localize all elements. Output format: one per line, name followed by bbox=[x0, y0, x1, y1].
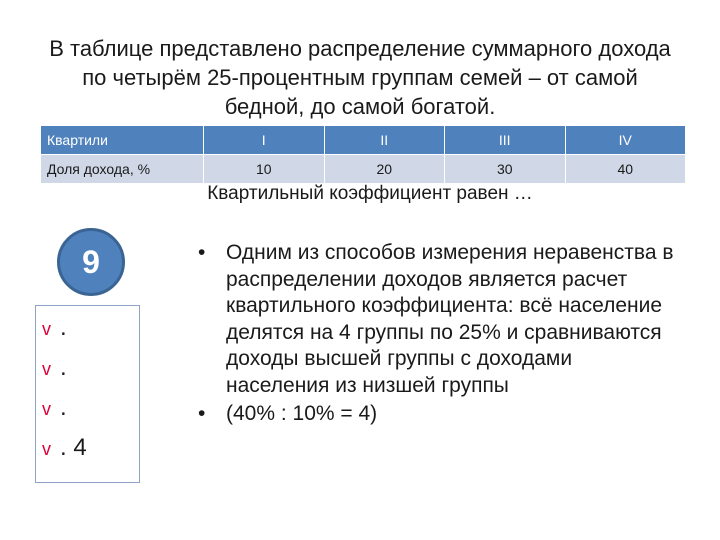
table-cell: Доля дохода, % bbox=[41, 155, 204, 184]
slide-title: В таблице представлено распределение суммарного дохода по четырём 25-процентным группам семей – от самой бедной, до самой богатой. bbox=[49, 36, 671, 119]
answer-option[interactable] bbox=[42, 394, 67, 423]
diamond-bullet-icon: v bbox=[42, 319, 51, 339]
list-item-text: Одним из способов измерения неравенства в распределении доходов является расчет квартильного коэффициента: всё население делятся на 4 группы по 25% и сравниваются доходы высшей группы с доходами населения из низшей группы bbox=[226, 241, 674, 397]
table-header-row bbox=[41, 126, 686, 155]
list-item bbox=[198, 401, 678, 428]
bullet-icon: • bbox=[198, 402, 206, 425]
explanation-list bbox=[198, 240, 678, 428]
diamond-bullet-icon: v bbox=[42, 399, 51, 419]
table-cell: 40 bbox=[565, 155, 686, 184]
table-header-cell: Квартили bbox=[41, 126, 204, 155]
diamond-bullet-icon: v bbox=[42, 359, 51, 379]
table-cell: 10 bbox=[204, 155, 325, 184]
table-cell: 20 bbox=[324, 155, 445, 184]
table-header-cell: IV bbox=[565, 126, 686, 155]
answer-option-text: . bbox=[60, 314, 67, 341]
answer-option-text: . 4 bbox=[60, 434, 87, 461]
answer-options-box bbox=[35, 305, 140, 483]
table-row bbox=[41, 155, 686, 184]
table-header-cell: I bbox=[204, 126, 325, 155]
answer-option-text: . bbox=[60, 394, 67, 421]
list-item-text: (40% : 10% = 4) bbox=[226, 402, 378, 425]
bullet-icon: • bbox=[198, 241, 206, 264]
table-header-cell: II bbox=[324, 126, 445, 155]
answer-option[interactable] bbox=[42, 314, 67, 343]
quartile-table bbox=[40, 125, 686, 184]
answer-option-text: . bbox=[60, 354, 67, 381]
list-item bbox=[198, 240, 678, 399]
table-header-cell: III bbox=[445, 126, 566, 155]
answer-option[interactable] bbox=[42, 354, 67, 383]
question-number-badge: 9 bbox=[57, 228, 125, 296]
question-text: Квартильный коэффициент равен … bbox=[207, 183, 533, 204]
answer-option[interactable] bbox=[42, 434, 87, 463]
table-cell: 30 bbox=[445, 155, 566, 184]
diamond-bullet-icon: v bbox=[42, 439, 51, 459]
